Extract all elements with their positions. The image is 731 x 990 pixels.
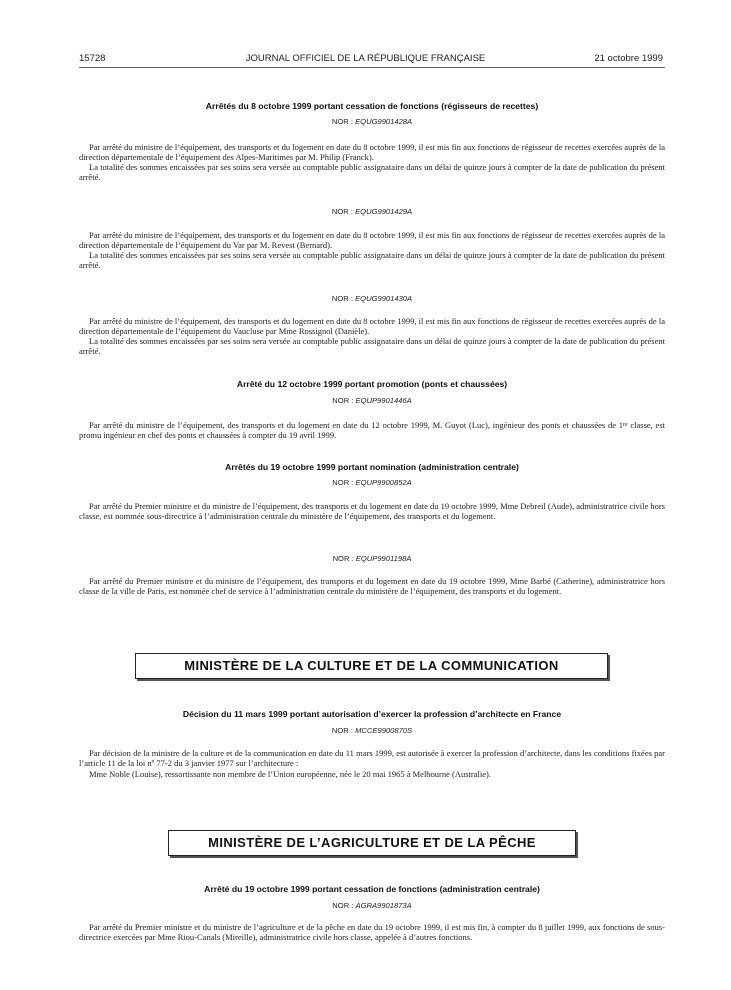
nor-label: NOR : [332,554,354,563]
nor-reference [79,478,665,487]
section-title: Arrêtés du 8 octobre 1999 portant cessation de fonctions (régisseurs de recettes) [205,101,539,111]
ministry-heading-culture: MINISTÈRE DE LA CULTURE ET DE LA COMMUNICATION [135,653,608,679]
decree-paragraph: Par arrêté du Premier ministre et du ministre de l’agriculture et de la pêche en date du 19 octobre 1999, il est mis fin, à compter du 8 juillet 1999, aux fonctions de sous-directrice exercées par Mme Riou-Canals (Mireille), administratrice civile hors classe, appelée à d’autres fonctions. [79,922,665,942]
section-title: Arrêtés du 19 octobre 1999 portant nomination (administration centrale) [225,462,519,472]
nor-reference [79,294,665,303]
nor-reference [79,396,665,405]
nor-code: EQUP9901446A [355,396,412,405]
decree-paragraph: Par arrêté du ministre de l’équipement, des transports et du logement en date du 8 octobre 1999, il est mis fin aux fonctions de régisseur de recettes exercées auprès de la direction départementale de l’équipement des Alpes-Maritimes par M. Philip (Franck). [79,142,665,162]
nor-reference [79,117,665,126]
page-number: 15728 [79,53,106,64]
decree-paragraph: La totalité des sommes encaissées par ses soins sera versée au comptable public assignataire dans un délai de quinze jours à compter de la date de publication du présent arrêté. [79,250,665,270]
nor-label: NOR : [332,396,354,405]
decision-paragraph: Par décision de la ministre de la culture et de la communication en date du 11 mars 1999, est autorisée à exercer la profession d’architecte, dans les conditions fixées par l’article 11 de la loi nº 77-2 du 3 janvier 1977 sur l’architecture : [79,748,665,768]
decision-paragraph: Mme Noble (Louise), ressortissante non membre de l’Union européenne, née le 20 mai 1965 à Melbourne (Australie). [89,769,491,779]
decree-paragraph: La totalité des sommes encaissées par ses soins sera versée au comptable public assignataire dans un délai de quinze jours à compter de la date de publication du présent arrêté. [79,336,665,356]
decree-paragraph: La totalité des sommes encaissées par ses soins sera versée au comptable public assignataire dans un délai de quinze jours à compter de la date de publication du présent arrêté. [79,162,665,182]
decree-paragraph: Par arrêté du ministre de l’équipement, des transports et du logement en date du 8 octobre 1999, il est mis fin aux fonctions de régisseur de recettes exercées auprès de la direction départementale de l’équipement du Vaucluse par Mme Rossignol (Danièle). [79,316,665,336]
nor-reference [79,726,665,735]
nor-reference [79,554,665,563]
nor-code: AGRA9901873A [355,901,412,910]
section-title: Arrêté du 12 octobre 1999 portant promotion (ponts et chaussées) [236,379,508,389]
decree-paragraph: Par arrêté du ministre de l’équipement, des transports et du logement en date du 8 octobre 1999, il est mis fin aux fonctions de régisseur de recettes exercées auprès de la direction départementale de l’équipement du Var par M. Revest (Bernard). [79,230,665,250]
ministry-heading-agriculture: MINISTÈRE DE L’AGRICULTURE ET DE LA PÊCHE [168,830,576,856]
nor-code: EQUG9901429A [355,207,413,216]
decree-paragraph: Par arrêté du Premier ministre et du ministre de l’équipement, des transports et du logement en date du 19 octobre 1999, Mme Debreil (Aude), administratrice civile hors classe, est nommée sous-directrice à l’administration centrale du ministère de l’équipement, des transports et du logement. [79,501,665,521]
nor-code: EQUP9901198A [355,554,412,563]
decree-paragraph: Par arrêté du Premier ministre et du ministre de l’équipement, des transports et du logement en date du 19 octobre 1999, Mme Barbé (Catherine), administratrice hors classe de la ville de Paris, est nommée chef de service à l’administration centrale du ministère de l’équipement, des transports et du logement. [79,576,665,596]
section-title: Arrêté du 19 octobre 1999 portant cessation de fonctions (administration centrale) [204,884,540,894]
decree-paragraph: Par arrêté du ministre de l’équipement, des transports et du logement en date du 12 octobre 1999, M. Guyot (Luc), ingénieur des ponts et chaussées de 1re classe, est promu ingénieur en chef des ponts et chaussées à compter du 19 avril 1999. [79,420,665,440]
nor-code: MCCE9900870S [355,726,413,735]
nor-label: NOR : [332,901,354,910]
nor-code: EQUP9900852A [355,478,412,487]
section-title: Décision du 11 mars 1999 portant autorisation d’exercer la profession d’architecte en France [182,709,562,719]
nor-label: NOR : [331,726,353,735]
nor-code: EQUG9901428A [355,117,413,126]
nor-reference [79,901,665,910]
header-rule [79,67,665,68]
nor-label: NOR : [331,294,353,303]
journal-title: JOURNAL OFFICIEL DE LA RÉPUBLIQUE FRANÇAISE [245,53,486,64]
nor-label: NOR : [331,207,353,216]
issue-date: 21 octobre 1999 [594,53,663,64]
ordinal-superscript: re [622,422,628,428]
nor-reference [79,207,665,216]
nor-label: NOR : [331,117,353,126]
nor-code: EQUG9901430A [355,294,413,303]
nor-label: NOR : [332,478,354,487]
